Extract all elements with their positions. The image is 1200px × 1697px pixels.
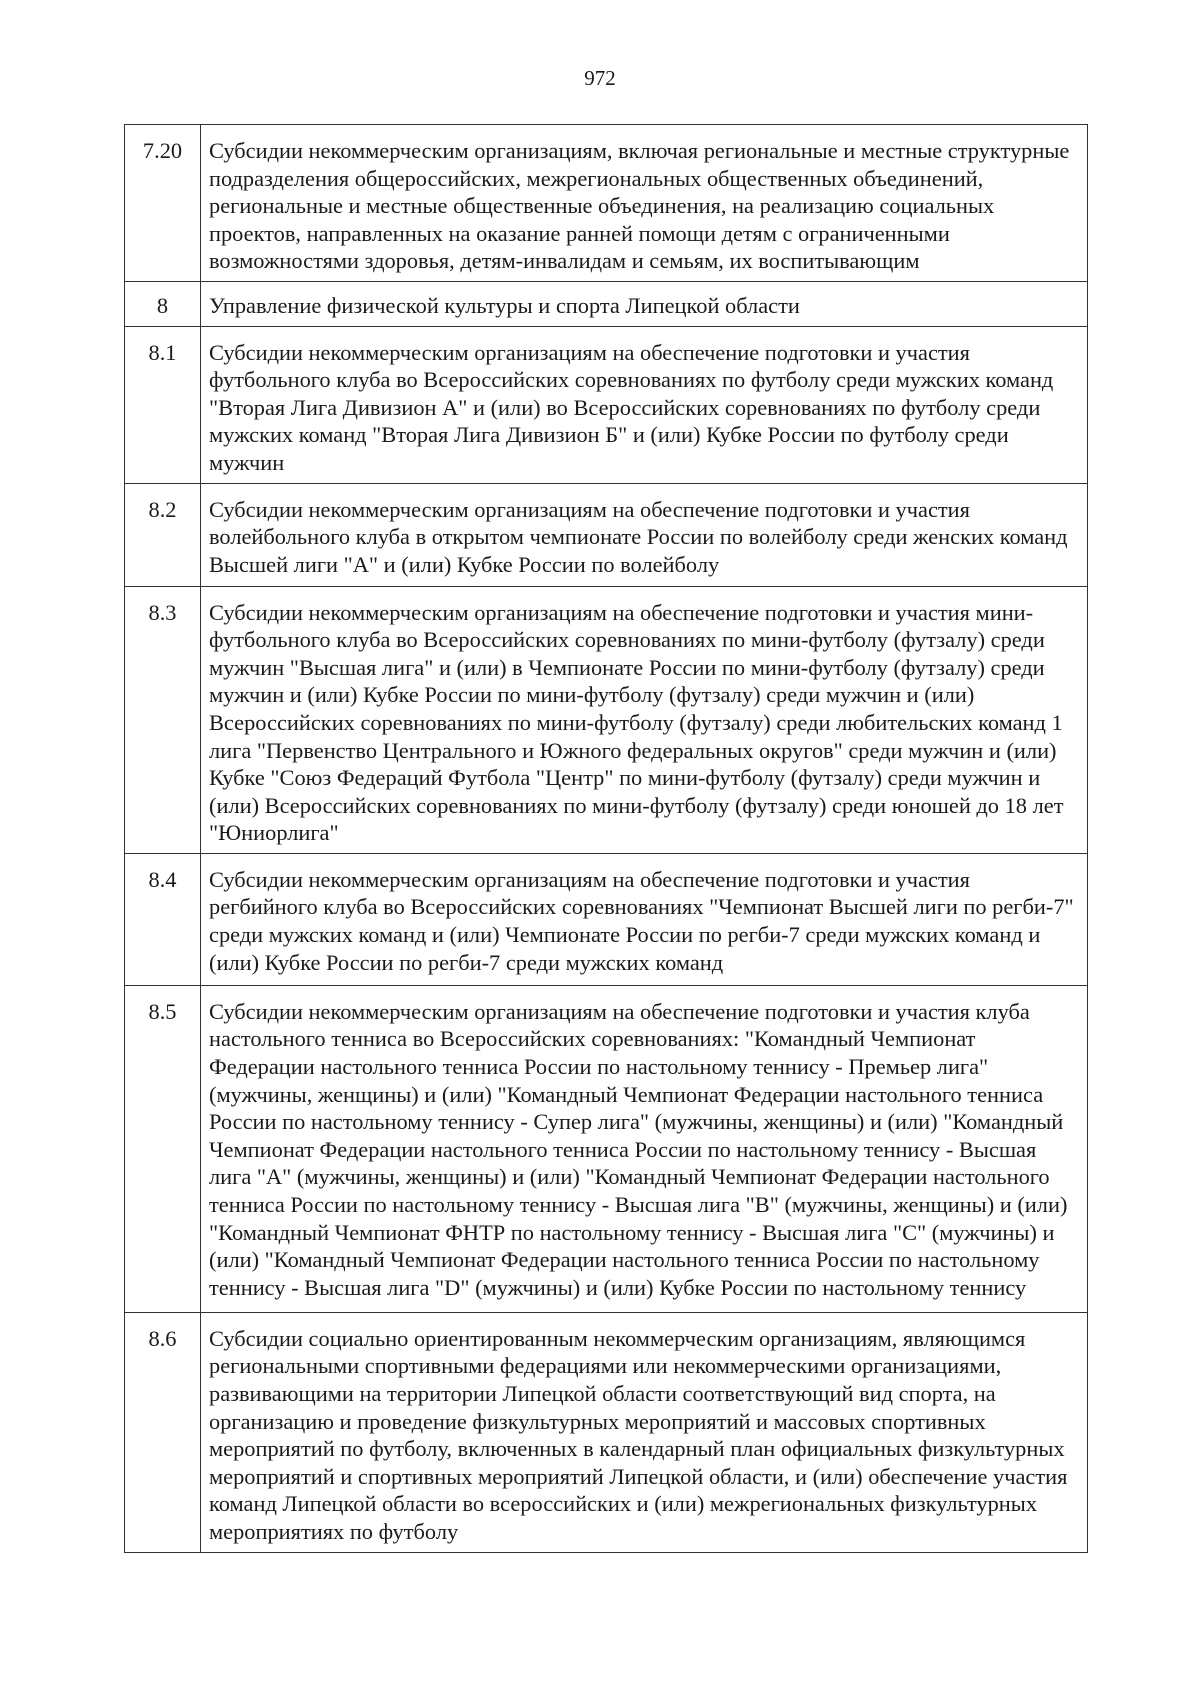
table-row	[125, 125, 1088, 282]
row-description: Субсидии некоммерческим организациям на обеспечение подготовки и участия клуба настольного тенниса во Всероссийских соревнованиях: "Командный Чемпионат Федерации настольного тенниса России по настольному теннису - Премьер лига" (мужчины, женщины) и (или) "Командный Чемпионат Федерации настольного тенниса России по настольному теннису - Супер лига" (мужчины, женщины) и (или) "Командный Чемпионат Федерации настольного тенниса России по настольному теннису - Высшая лига "А" (мужчины, женщины) и (или) "Командный Чемпионат Федерации настольного тенниса России по настольному теннису - Высшая лига "В" (мужчины, женщины) и (или) "Командный Чемпионат ФНТР по настольному теннису - Высшая лига "С" (мужчины) и (или) "Командный Чемпионат Федерации настольного тенниса России по настольному теннису - Высшая лига "D" (мужчины) и (или) Кубке России по настольному теннису	[201, 985, 1088, 1312]
row-number: 8.3	[125, 586, 201, 853]
row-number: 8	[125, 281, 201, 326]
row-number: 8.1	[125, 326, 201, 483]
row-description: Субсидии некоммерческим организациям, включая региональные и местные структурные подразделения общероссийских, межрегиональных общественных объединений, региональные и местные общественные объединения, на реализацию социальных проектов, направленных на оказание ранней помощи детям с ограниченными возможностями здоровья, детям-инвалидам и семьям, их воспитывающим	[201, 125, 1088, 282]
row-number: 8.2	[125, 483, 201, 586]
row-number: 8.5	[125, 985, 201, 1312]
table-row	[125, 483, 1088, 586]
table-row	[125, 326, 1088, 483]
page-number: 972	[584, 66, 616, 90]
row-description: Субсидии некоммерческим организациям на обеспечение подготовки и участия регбийного клуба во Всероссийских соревнованиях "Чемпионат Высшей лиги по регби-7" среди мужских команд и (или) Чемпионате России по регби-7 среди мужских команд и (или) Кубке России по регби-7 среди мужских команд	[201, 853, 1088, 985]
table-row	[125, 586, 1088, 853]
row-description: Субсидии некоммерческим организациям на обеспечение подготовки и участия мини-футбольного клуба во Всероссийских соревнованиях по мини-футболу (футзалу) среди мужчин "Высшая лига" и (или) в Чемпионате России по мини-футболу (футзалу) среди мужчин и (или) Кубке России по мини-футболу (футзалу) среди мужчин и (или) Всероссийских соревнованиях по мини-футболу (футзалу) среди любительских команд 1 лига "Первенство Центрального и Южного федеральных округов" среди мужчин и (или) Кубке "Союз Федераций Футбола "Центр" по мини-футболу (футзалу) среди мужчин и (или) Всероссийских соревнованиях по мини-футболу (футзалу) среди юношей до 18 лет "Юниорлига"	[201, 586, 1088, 853]
row-number: 7.20	[125, 125, 201, 282]
table-row	[125, 1312, 1088, 1552]
row-description: Субсидии некоммерческим организациям на обеспечение подготовки и участия футбольного клуба во Всероссийских соревнованиях по футболу среди мужских команд "Вторая Лига Дивизион А" и (или) во Всероссийских соревнованиях по футболу среди мужских команд "Вторая Лига Дивизион Б" и (или) Кубке России по футболу среди мужчин	[201, 326, 1088, 483]
table-row	[125, 281, 1088, 326]
row-number: 8.6	[125, 1312, 201, 1552]
subsidy-table	[124, 124, 1088, 1553]
table-row	[125, 985, 1088, 1312]
row-number: 8.4	[125, 853, 201, 985]
table-row	[125, 853, 1088, 985]
row-description: Управление физической культуры и спорта Липецкой области	[201, 281, 1088, 326]
row-description: Субсидии социально ориентированным некоммерческим организациям, являющимся региональными спортивными федерациями или некоммерческими организациями, развивающими на территории Липецкой области соответствующий вид спорта, на организацию и проведение физкультурных мероприятий и массовых спортивных мероприятий по футболу, включенных в календарный план официальных физкультурных мероприятий и спортивных мероприятий Липецкой области, и (или) обеспечение участия команд Липецкой области во всероссийских и (или) межрегиональных физкультурных мероприятиях по футболу	[201, 1312, 1088, 1552]
row-description: Субсидии некоммерческим организациям на обеспечение подготовки и участия волейбольного клуба в открытом чемпионате России по волейболу среди женских команд Высшей лиги "А" и (или) Кубке России по волейболу	[201, 483, 1088, 586]
